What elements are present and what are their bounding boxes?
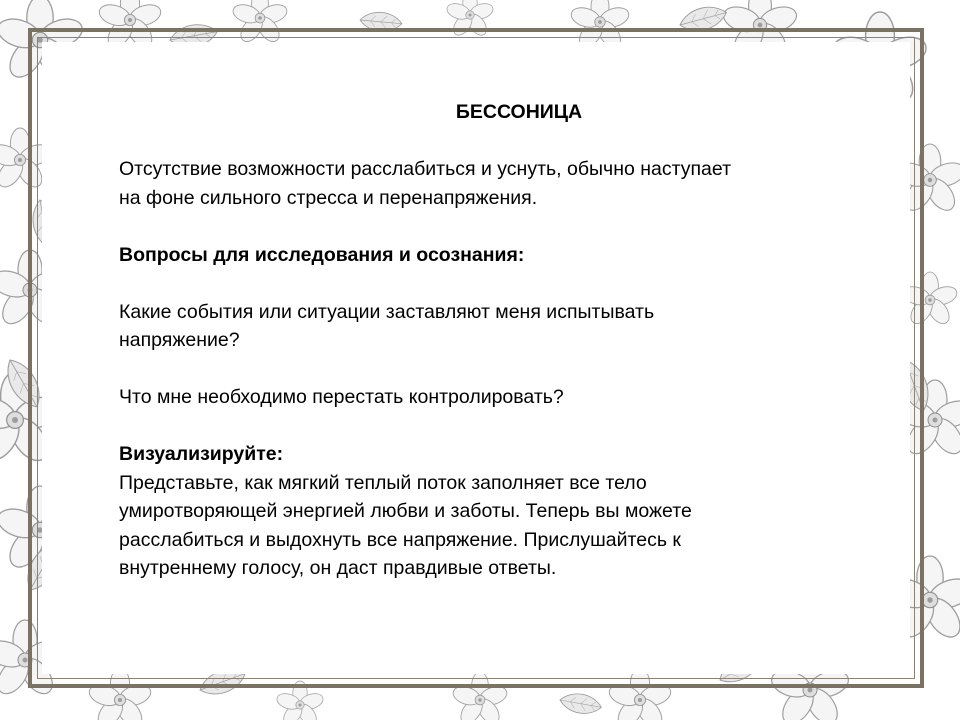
question-1-line-2: напряжение? <box>119 329 240 351</box>
visualize-line-4: внутреннему голосу, он даст правдивые ответы. <box>119 557 557 579</box>
visualize-line-3: расслабиться и выдохнуть все напряжение. Прислушайтесь к <box>119 528 681 551</box>
slide-content <box>119 98 879 583</box>
visualize-line-2: умиротворяющей энергией любви и заботы. Теперь вы можете <box>119 500 692 522</box>
question-1-line-1: Какие события или ситуации заставляют меня испытывать <box>119 300 655 323</box>
intro-line-2: на фоне сильного стресса и перенапряжения. <box>119 186 538 209</box>
page-title: БЕССОНИЦА <box>455 101 583 123</box>
question-2: Что мне необходимо перестать контролировать? <box>119 386 564 408</box>
intro-line-1: Отсутствие возможности расслабиться и уснуть, обычно наступает <box>119 158 732 180</box>
visualize-line-1: Представьте, как мягкий теплый поток заполняет все тело <box>119 471 647 494</box>
questions-heading: Вопросы для исследования и осознания: <box>119 243 525 266</box>
visualize-heading: Визуализируйте: <box>119 443 284 465</box>
